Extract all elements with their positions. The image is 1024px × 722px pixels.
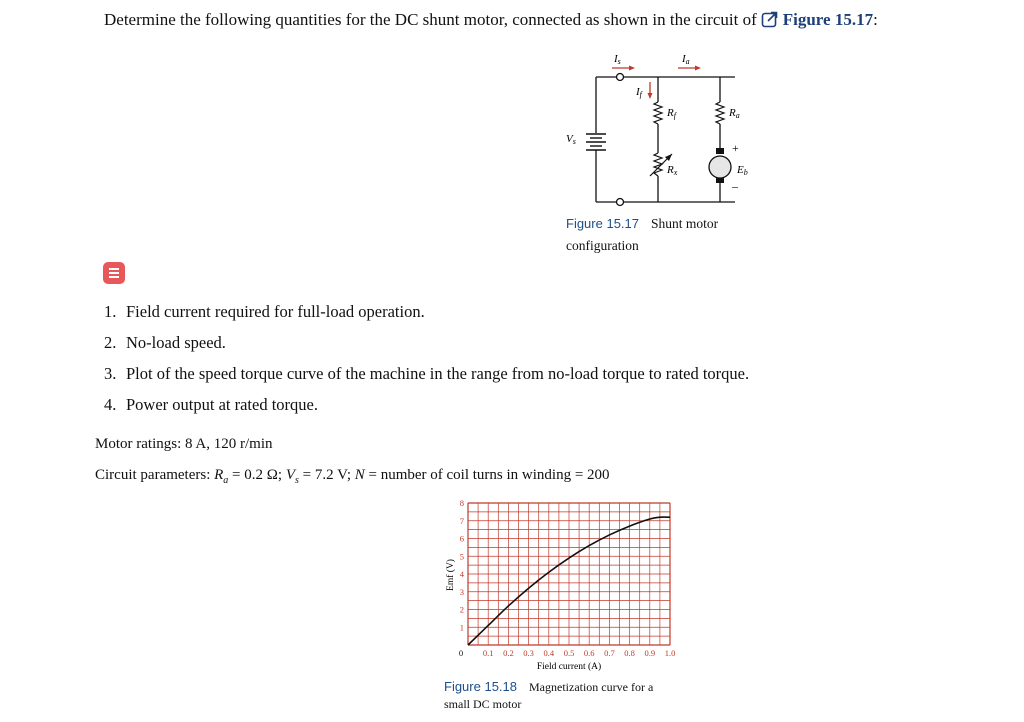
top-terminal <box>617 74 624 81</box>
figure-15-17-link[interactable]: Figure 15.17 <box>782 10 874 29</box>
x-tick-label: 0.3 <box>523 648 534 658</box>
label-ia: Ia <box>682 53 690 66</box>
motor-ratings: Motor ratings: 8 A, 120 r/min <box>95 436 273 452</box>
y-tick-label: 2 <box>459 604 464 615</box>
y-axis-label: Emf (V) <box>446 559 456 591</box>
circuit-parameters: Circuit parameters: $R_a = 0.2$ Ω; $V_s = 7.2$ V; N = number of coil turns in winding = 200 <box>95 467 610 486</box>
question-item: 2. No-load speed. <box>104 333 226 352</box>
y-tick-label: 5 <box>459 551 464 562</box>
problem-intro <box>104 10 878 33</box>
x-tick-label: 0.2 <box>503 648 514 658</box>
caption-label: Figure 15.17 <box>566 216 639 231</box>
motor-symbol <box>709 156 731 178</box>
y-tick-label: 1 <box>459 622 464 633</box>
y-tick-label: 7 <box>459 515 464 526</box>
intro-text: Determine the following quantities for the DC shunt motor, connected as shown in the circuit of <box>104 10 757 29</box>
intro-suffix: : <box>873 10 878 29</box>
x-tick-label: 0.1 <box>482 648 494 658</box>
figure-15-18-caption <box>444 678 653 696</box>
y-tick-label: 6 <box>459 533 464 544</box>
x-tick-label: 0.5 <box>563 648 575 658</box>
y-tick-label: 8 <box>459 498 464 508</box>
caption-label-15-18: Figure 15.18 <box>444 679 517 694</box>
battery-symbol <box>586 134 606 150</box>
caption-line2: configuration <box>566 238 639 253</box>
label-vs: Vs <box>566 133 576 146</box>
label-eb: Eb <box>737 164 748 177</box>
notes-button[interactable] <box>103 262 125 284</box>
bottom-terminal <box>617 199 624 206</box>
x-tick-label: 1.0 <box>664 648 676 658</box>
magnetization-chart <box>440 495 690 675</box>
label-rf: Rf <box>667 107 676 120</box>
label-is: Is <box>614 53 621 66</box>
y-tick-label: 4 <box>459 569 464 579</box>
label-rx: Rx <box>667 164 678 177</box>
figure-15-17-caption <box>566 215 718 233</box>
question-item: 3. Plot of the speed torque curve of the machine in the range from no-load torque to rated torque. <box>104 364 750 383</box>
label-if: If <box>636 86 642 99</box>
field-resistor-rf <box>654 102 662 124</box>
label-ra: Ra <box>729 107 740 120</box>
caption-15-18-line2: small DC motor <box>444 697 522 711</box>
label-minus: – <box>732 179 738 193</box>
x-tick-label: 0.8 <box>624 648 635 658</box>
question-item: 1. Field current required for full-load operation. <box>104 302 425 321</box>
x-axis-label: Field current (A) <box>536 662 602 672</box>
question-list <box>104 302 749 426</box>
y-tick-label: 3 <box>459 586 464 597</box>
label-plus: + <box>732 141 739 155</box>
x-tick-label: 0.4 <box>543 648 555 658</box>
armature-resistor-ra <box>716 102 724 124</box>
x-tick-label: 0 <box>458 648 464 658</box>
x-tick-label: 0.9 <box>644 648 656 658</box>
shunt-motor-circuit <box>555 48 775 208</box>
external-link-icon[interactable] <box>761 10 779 33</box>
caption-15-18-line1: Magnetization curve for a <box>529 680 654 694</box>
x-tick-label: 0.7 <box>604 648 615 658</box>
x-tick-label: 0.6 <box>583 648 595 658</box>
question-item: 4. Power output at rated torque. <box>104 395 318 414</box>
caption-line1: Shunt motor <box>651 216 719 231</box>
